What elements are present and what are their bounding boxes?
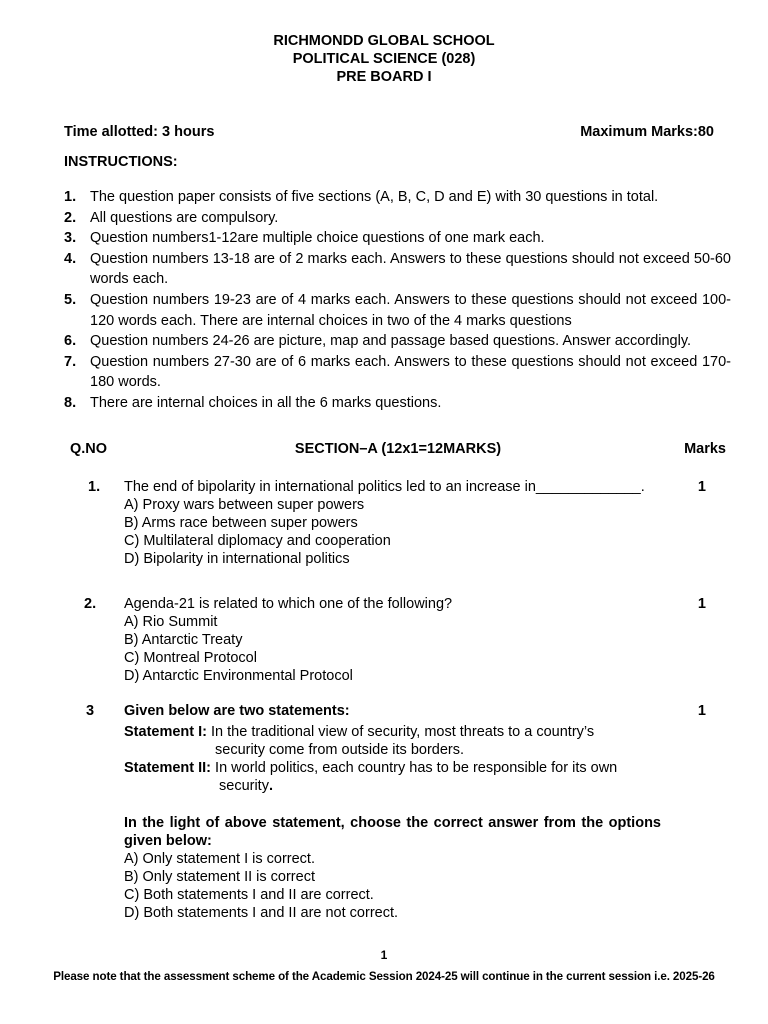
instruction-number: 1. <box>64 189 77 205</box>
option-c: C) Multilateral diplomacy and cooperation <box>124 533 391 549</box>
instruction-item <box>64 393 731 414</box>
statement-2-end: . <box>268 778 273 794</box>
question-body <box>124 595 661 685</box>
option-a: A) Proxy wars between super powers <box>124 497 365 513</box>
instruction-text: Question numbers 24-26 are picture, map and passage based questions. Answer accordingly. <box>90 333 692 350</box>
instruction-text: All questions are compulsory. <box>90 209 279 226</box>
option-d: D) Antarctic Environmental Protocol <box>124 668 353 684</box>
marks-column-label: Marks <box>684 441 726 457</box>
instruction-item <box>64 290 731 331</box>
page-number: 1 <box>380 948 388 962</box>
instruction-item <box>64 249 731 290</box>
answer-instruction: In the light of above statement, choose the correct answer from the options given below: <box>124 815 661 849</box>
instruction-text: Question numbers 19-23 are of 4 marks each. Answers to these questions should not exceed 100-120 words each. There are internal choices in two of the 4 marks questions <box>90 291 731 329</box>
instruction-number: 5. <box>64 291 77 308</box>
instruction-text: Question numbers 27-30 are of 6 marks each. Answers to these questions should not exceed 170-180 words. <box>90 353 731 391</box>
option-c: C) Montreal Protocol <box>124 650 257 666</box>
instruction-item <box>64 331 731 352</box>
footer-note: Please note that the assessment scheme of the Academic Session 2024-25 will continue in the current session i.e. 2025-26 <box>53 970 715 983</box>
time-allotted: Time allotted: 3 hours <box>64 124 215 140</box>
instruction-number: 8. <box>64 394 77 411</box>
statement-2-label: Statement II: <box>124 760 212 776</box>
question-marks: 1 <box>697 703 706 719</box>
option-a: A) Only statement I is correct. <box>124 851 315 867</box>
question-text: Given below are two statements: <box>124 703 350 719</box>
option-a: A) Rio Summit <box>124 614 218 630</box>
option-b: B) Only statement II is correct <box>124 869 315 885</box>
instruction-number: 6. <box>64 333 77 350</box>
statement-2-continued <box>124 777 661 795</box>
instruction-number: 4. <box>64 250 77 267</box>
instruction-text: Question numbers1-12are multiple choice questions of one mark each. <box>90 230 545 247</box>
statement-1-label: Statement I: <box>124 724 207 740</box>
instructions-list <box>64 187 731 414</box>
statement-2 <box>124 759 661 777</box>
instruction-number: 2. <box>64 209 77 226</box>
statement-1-continued: security come from outside its borders. <box>215 742 465 758</box>
statement-1-text: In the traditional view of security, most threats to a country’s <box>211 724 595 740</box>
subject-title: POLITICAL SCIENCE (028) <box>292 51 476 67</box>
instruction-item <box>64 228 731 249</box>
paper-meta <box>64 124 714 140</box>
section-title: SECTION–A (12x1=12MARKS) <box>294 441 502 457</box>
instruction-item <box>64 208 731 229</box>
question-body <box>124 478 661 568</box>
question-number: 3 <box>86 703 95 719</box>
statement-1 <box>124 723 661 741</box>
instruction-text: The question paper consists of five sections (A, B, C, D and E) with 30 questions in total. <box>90 189 659 205</box>
option-b: B) Antarctic Treaty <box>124 632 243 648</box>
section-header <box>70 441 726 457</box>
question-marks: 1 <box>697 479 706 495</box>
school-name: RICHMONDD GLOBAL SCHOOL <box>273 33 495 49</box>
instruction-item <box>64 187 731 208</box>
instruction-number: 7. <box>64 353 77 370</box>
question-body <box>124 702 661 922</box>
statement-2-cont-text: security <box>219 778 269 794</box>
instructions-title: INSTRUCTIONS: <box>64 154 178 170</box>
paper-header <box>0 32 768 86</box>
question-number: 2. <box>84 596 97 612</box>
option-d: D) Both statements I and II are not correct. <box>124 905 399 921</box>
option-d: D) Bipolarity in international politics <box>124 551 350 567</box>
question-marks: 1 <box>697 596 706 612</box>
instruction-number: 3. <box>64 230 77 247</box>
instruction-text: There are internal choices in all the 6 marks questions. <box>90 394 442 411</box>
instruction-item <box>64 352 731 393</box>
instruction-text: Question numbers 13-18 are of 2 marks each. Answers to these questions should not exceed 50-60 words each. <box>90 250 731 288</box>
option-b: B) Arms race between super powers <box>124 515 358 531</box>
qno-column-label: Q.NO <box>70 441 108 457</box>
statement-2-text: In world politics, each country has to be responsible for its own <box>215 760 618 776</box>
question-number: 1. <box>88 479 101 495</box>
question-text: The end of bipolarity in international politics led to an increase in_____________. <box>124 479 645 495</box>
maximum-marks: Maximum Marks:80 <box>580 124 714 140</box>
option-c: C) Both statements I and II are correct. <box>124 887 374 903</box>
question-text: Agenda-21 is related to which one of the following? <box>124 596 453 612</box>
exam-title: PRE BOARD I <box>336 69 432 85</box>
